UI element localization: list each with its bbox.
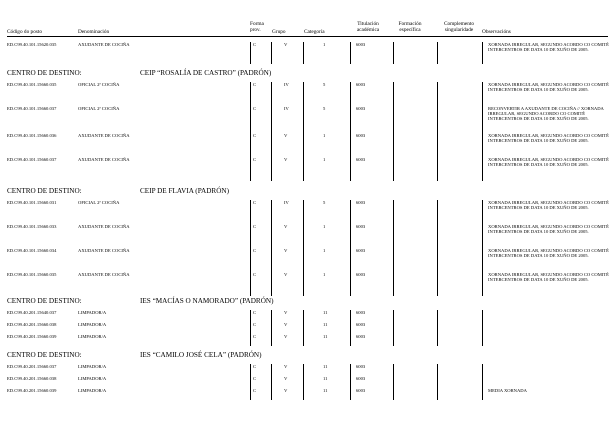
cell-titulacion: 6003 <box>356 200 366 205</box>
cell-denominacion: LIMPADOR/A <box>78 322 107 327</box>
cell-grupo: V <box>284 42 288 47</box>
cell-codigo: ED.C99.40.201.15660.038 <box>7 376 57 381</box>
cell-denominacion: LIMPADOR/A <box>78 376 107 381</box>
cell-forma: C <box>253 133 257 138</box>
column-divider <box>393 42 394 64</box>
column-divider <box>350 248 351 272</box>
column-divider <box>303 133 304 157</box>
cell-forma: C <box>253 248 257 253</box>
cell-denominacion: LIMPADOR/A <box>78 310 107 315</box>
column-divider <box>250 310 251 322</box>
cell-forma: C <box>253 224 257 229</box>
cell-categoria: 1 <box>323 248 326 253</box>
cell-grupo: V <box>284 364 288 369</box>
column-divider <box>482 157 483 181</box>
centro-destino-name: IES “MACÍAS O NAMORADO” (PADRÓN) <box>140 297 274 305</box>
column-divider <box>393 106 394 133</box>
column-divider <box>350 364 351 376</box>
table-row <box>7 376 608 388</box>
table-row <box>7 133 608 157</box>
column-divider <box>393 82 394 106</box>
cell-categoria: 11 <box>323 376 328 381</box>
header-codigo: Código do posto <box>7 29 43 35</box>
column-divider <box>350 334 351 346</box>
table-row <box>7 82 608 106</box>
column-divider <box>250 42 251 64</box>
cell-observacions: XORNADA IRREGULAR, SEGUNDO ACORDO CO COMITÉ INTERCENTROS DE DATA 10 DE XUÑO DE 2005. <box>488 200 609 211</box>
centro-destino-label: CENTRO DE DESTINO: <box>7 297 82 305</box>
cell-titulacion: 6003 <box>356 157 366 162</box>
cell-categoria: 11 <box>323 310 328 315</box>
table-row <box>7 200 608 224</box>
cell-forma: C <box>253 106 257 111</box>
table-row <box>7 388 608 400</box>
column-divider <box>482 272 483 296</box>
column-divider <box>393 310 394 322</box>
column-divider <box>350 388 351 400</box>
column-divider <box>393 334 394 346</box>
cell-grupo: V <box>284 248 288 253</box>
column-divider <box>303 42 304 64</box>
header-denominacion: Denominación <box>78 29 110 35</box>
column-divider <box>437 388 438 400</box>
column-divider <box>250 106 251 133</box>
cell-forma: C <box>253 82 257 87</box>
cell-grupo: IV <box>284 82 289 87</box>
cell-codigo: ED.C99.40.101.15660.037 <box>7 157 57 162</box>
column-divider <box>271 310 272 322</box>
cell-forma: C <box>253 388 257 393</box>
cell-titulacion: 6003 <box>356 42 366 47</box>
column-divider <box>250 82 251 106</box>
column-divider <box>250 334 251 346</box>
table-row <box>7 42 608 64</box>
column-divider <box>350 42 351 64</box>
cell-categoria: 5 <box>323 82 326 87</box>
column-divider <box>482 82 483 106</box>
cell-codigo: ED.C99.40.201.15660.039 <box>7 388 57 393</box>
cell-codigo: ED.C99.40.201.15640.037 <box>7 310 57 315</box>
column-divider <box>271 334 272 346</box>
column-divider <box>393 322 394 334</box>
cell-codigo: ED.C99.40.101.15660.033 <box>7 224 57 229</box>
column-divider <box>437 310 438 322</box>
centro-destino-name: CEIP DE FLAVIA (PADRÓN) <box>140 187 229 195</box>
cell-titulacion: 6003 <box>356 334 366 339</box>
column-divider <box>437 200 438 224</box>
cell-codigo: ED.C99.40.101.15660.035 <box>7 272 57 277</box>
column-divider <box>393 224 394 248</box>
column-divider <box>303 322 304 334</box>
table-row <box>7 334 608 346</box>
column-divider <box>250 322 251 334</box>
column-divider <box>350 272 351 296</box>
table-row <box>7 248 608 272</box>
column-divider <box>393 248 394 272</box>
column-divider <box>303 224 304 248</box>
cell-titulacion: 6003 <box>356 82 366 87</box>
header-formacion: Formación específica <box>398 21 422 33</box>
column-divider <box>437 334 438 346</box>
cell-observacions: XORNADA IRREGULAR, SEGUNDO ACORDO CO COMITÉ INTERCENTROS DE DATA 10 DE XUÑO DE 2005. <box>488 157 609 168</box>
cell-observacions: XORNADA IRREGULAR, SEGUNDO ACORDO CO COMITÉ INTERCENTROS DE DATA 10 DE XUÑO DE 2005. <box>488 82 609 93</box>
cell-codigo: ED.C99.40.101.15660.034 <box>7 248 57 253</box>
cell-denominacion: AXUDANTE DE COCIÑA <box>78 224 130 229</box>
column-divider <box>350 322 351 334</box>
column-divider <box>482 248 483 272</box>
cell-grupo: V <box>284 376 288 381</box>
column-divider <box>437 157 438 181</box>
column-divider <box>250 388 251 400</box>
table-row <box>7 322 608 334</box>
column-divider <box>271 388 272 400</box>
cell-titulacion: 6003 <box>356 133 366 138</box>
column-divider <box>350 157 351 181</box>
cell-categoria: 1 <box>323 157 326 162</box>
column-divider <box>271 106 272 133</box>
table-row <box>7 224 608 248</box>
cell-grupo: V <box>284 133 288 138</box>
column-divider <box>271 133 272 157</box>
centro-destino-label: CENTRO DE DESTINO: <box>7 351 82 359</box>
table-row <box>7 157 608 181</box>
cell-codigo: ED.C99.40.201.15660.037 <box>7 364 57 369</box>
cell-denominacion: OFICIAL 2ª COCIÑA <box>78 82 120 87</box>
column-divider <box>271 42 272 64</box>
column-divider <box>437 133 438 157</box>
column-divider <box>437 224 438 248</box>
column-divider <box>303 106 304 133</box>
column-divider <box>303 157 304 181</box>
cell-titulacion: 6003 <box>356 322 366 327</box>
column-divider <box>437 364 438 376</box>
column-divider <box>437 272 438 296</box>
column-divider <box>350 106 351 133</box>
cell-grupo: V <box>284 322 288 327</box>
column-divider <box>437 248 438 272</box>
column-divider <box>482 322 483 334</box>
cell-denominacion: OFICIAL 2ª COCIÑA <box>78 200 120 205</box>
cell-denominacion: AXUDANTE DE COCIÑA <box>78 248 130 253</box>
centro-destino-name: IES “CAMILO JOSÉ CELA” (PADRÓN) <box>140 351 262 359</box>
column-divider <box>437 42 438 64</box>
column-divider <box>303 334 304 346</box>
cell-titulacion: 6003 <box>356 248 366 253</box>
column-divider <box>350 376 351 388</box>
column-divider <box>271 224 272 248</box>
column-divider <box>271 82 272 106</box>
table-row <box>7 106 608 133</box>
cell-grupo: V <box>284 224 288 229</box>
cell-categoria: 1 <box>323 272 326 277</box>
table-row <box>7 272 608 296</box>
column-divider <box>271 272 272 296</box>
cell-forma: C <box>253 157 257 162</box>
cell-forma: C <box>253 334 257 339</box>
cell-forma: C <box>253 200 257 205</box>
column-divider <box>250 200 251 224</box>
column-divider <box>482 106 483 133</box>
table-row <box>7 310 608 322</box>
column-divider <box>437 322 438 334</box>
column-divider <box>271 322 272 334</box>
column-divider <box>482 224 483 248</box>
column-divider <box>393 376 394 388</box>
column-divider <box>303 82 304 106</box>
column-divider <box>393 157 394 181</box>
column-divider <box>393 272 394 296</box>
column-divider <box>350 133 351 157</box>
column-divider <box>303 272 304 296</box>
cell-categoria: 1 <box>323 42 326 47</box>
header-categoria: Categoría <box>304 29 325 35</box>
column-divider <box>393 200 394 224</box>
column-divider <box>271 364 272 376</box>
column-divider <box>271 200 272 224</box>
column-divider <box>393 388 394 400</box>
cell-grupo: V <box>284 272 288 277</box>
column-divider <box>350 200 351 224</box>
cell-titulacion: 6003 <box>356 310 366 315</box>
column-divider <box>271 248 272 272</box>
column-divider <box>393 364 394 376</box>
cell-denominacion: LIMPADOR/A <box>78 364 107 369</box>
cell-categoria: 11 <box>323 322 328 327</box>
cell-forma: C <box>253 42 257 47</box>
cell-forma: C <box>253 272 257 277</box>
column-divider <box>350 224 351 248</box>
column-divider <box>350 310 351 322</box>
cell-observacions: XORNADA IRREGULAR, SEGUNDO ACORDO CO COMITÉ INTERCENTROS DE DATA 10 DE XUÑO DE 2005. <box>488 133 609 144</box>
cell-grupo: V <box>284 388 288 393</box>
column-divider <box>250 272 251 296</box>
cell-grupo: V <box>284 157 288 162</box>
cell-grupo: IV <box>284 106 289 111</box>
column-divider <box>250 157 251 181</box>
column-divider <box>250 364 251 376</box>
centro-destino-label: CENTRO DE DESTINO: <box>7 187 82 195</box>
cell-codigo: ED.C99.40.201.15660.038 <box>7 322 57 327</box>
table-row <box>7 364 608 376</box>
cell-denominacion: AXUDANTE DE COCIÑA <box>78 157 130 162</box>
cell-denominacion: LIMPADOR/A <box>78 388 107 393</box>
cell-observacions: XORNADA IRREGULAR, SEGUNDO ACORDO CO COMITÉ INTERCENTROS DE DATA 10 DE XUÑO DE 2005. <box>488 248 609 259</box>
cell-categoria: 11 <box>323 364 328 369</box>
cell-denominacion: AXUDANTE DE COCIÑA <box>78 272 130 277</box>
cell-titulacion: 6003 <box>356 272 366 277</box>
cell-categoria: 11 <box>323 388 328 393</box>
column-divider <box>482 200 483 224</box>
column-divider <box>482 376 483 388</box>
column-divider <box>303 200 304 224</box>
cell-titulacion: 6003 <box>356 388 366 393</box>
centro-destino-name: CEIP “ROSALÍA DE CASTRO” (PADRÓN) <box>140 69 272 77</box>
column-divider <box>482 310 483 322</box>
cell-titulacion: 6003 <box>356 224 366 229</box>
column-divider <box>250 224 251 248</box>
cell-categoria: 5 <box>323 200 326 205</box>
column-divider <box>437 106 438 133</box>
cell-grupo: V <box>284 334 288 339</box>
cell-forma: C <box>253 364 257 369</box>
cell-observacions: XORNADA IRREGULAR, SEGUNDO ACORDO CO COMITÉ INTERCENTROS DE DATA 10 DE XUÑO DE 2005. <box>488 42 609 53</box>
column-divider <box>303 364 304 376</box>
header-complemento: Complemento singularidade <box>443 21 474 33</box>
cell-categoria: 1 <box>323 224 326 229</box>
column-divider <box>437 376 438 388</box>
centro-destino-label: CENTRO DE DESTINO: <box>7 69 82 77</box>
cell-codigo: ED.C99.40.101.15660.036 <box>7 133 57 138</box>
cell-denominacion: OFICIAL 2ª COCIÑA <box>78 106 120 111</box>
cell-forma: C <box>253 310 257 315</box>
cell-grupo: IV <box>284 200 289 205</box>
column-divider <box>482 334 483 346</box>
column-divider <box>393 133 394 157</box>
header-divider <box>7 36 608 37</box>
cell-codigo: ED.C99.40.101.15660.031 <box>7 200 57 205</box>
cell-observacions: RECONVERTIR A AXUDANTE DE COCIÑA // XORNADA IRREGULAR, SEGUNDO ACORDO CO COMITÉ INTERCENTROS DE DATA 10 DE XUÑO DE 2005. <box>488 106 604 122</box>
column-divider <box>303 388 304 400</box>
cell-categoria: 1 <box>323 133 326 138</box>
cell-titulacion: 6003 <box>356 364 366 369</box>
column-divider <box>303 310 304 322</box>
column-divider <box>350 82 351 106</box>
cell-grupo: V <box>284 310 288 315</box>
column-divider <box>437 82 438 106</box>
column-divider <box>303 376 304 388</box>
cell-titulacion: 6003 <box>356 106 366 111</box>
cell-forma: C <box>253 322 257 327</box>
cell-forma: C <box>253 376 257 381</box>
cell-titulacion: 6003 <box>356 376 366 381</box>
cell-observacions: XORNADA IRREGULAR, SEGUNDO ACORDO CO COMITÉ INTERCENTROS DE DATA 10 DE XUÑO DE 2005. <box>488 224 609 235</box>
cell-observacions: MEDIA XORNADA <box>488 388 527 393</box>
cell-denominacion: AXUDANTE DE COCIÑA <box>78 133 130 138</box>
header-forma: Forma prov. <box>250 21 264 33</box>
column-divider <box>482 364 483 376</box>
header-grupo: Grupo <box>272 29 286 35</box>
cell-codigo: ED.C99.40.201.15660.039 <box>7 334 57 339</box>
cell-categoria: 5 <box>323 106 326 111</box>
column-divider <box>482 133 483 157</box>
cell-observacions: XORNADA IRREGULAR, SEGUNDO ACORDO CO COMITÉ INTERCENTROS DE DATA 10 DE XUÑO DE 2005. <box>488 272 609 283</box>
column-divider <box>482 388 483 400</box>
column-divider <box>250 133 251 157</box>
cell-denominacion: AXUDANTE DE COCIÑA <box>78 42 130 47</box>
column-divider <box>482 42 483 64</box>
cell-codigo: ED.C99.40.101.15660.035 <box>7 82 57 87</box>
column-divider <box>271 376 272 388</box>
header-observacions: Observacións <box>482 29 511 35</box>
column-divider <box>303 248 304 272</box>
cell-denominacion: LIMPADOR/A <box>78 334 107 339</box>
cell-categoria: 11 <box>323 334 328 339</box>
column-divider <box>250 376 251 388</box>
cell-codigo: ED.C99.40.101.15620.035 <box>7 42 57 47</box>
column-divider <box>271 157 272 181</box>
cell-codigo: ED.C99.40.101.15660.037 <box>7 106 57 111</box>
header-titulacion: Titulación académica <box>356 21 380 33</box>
column-divider <box>250 248 251 272</box>
